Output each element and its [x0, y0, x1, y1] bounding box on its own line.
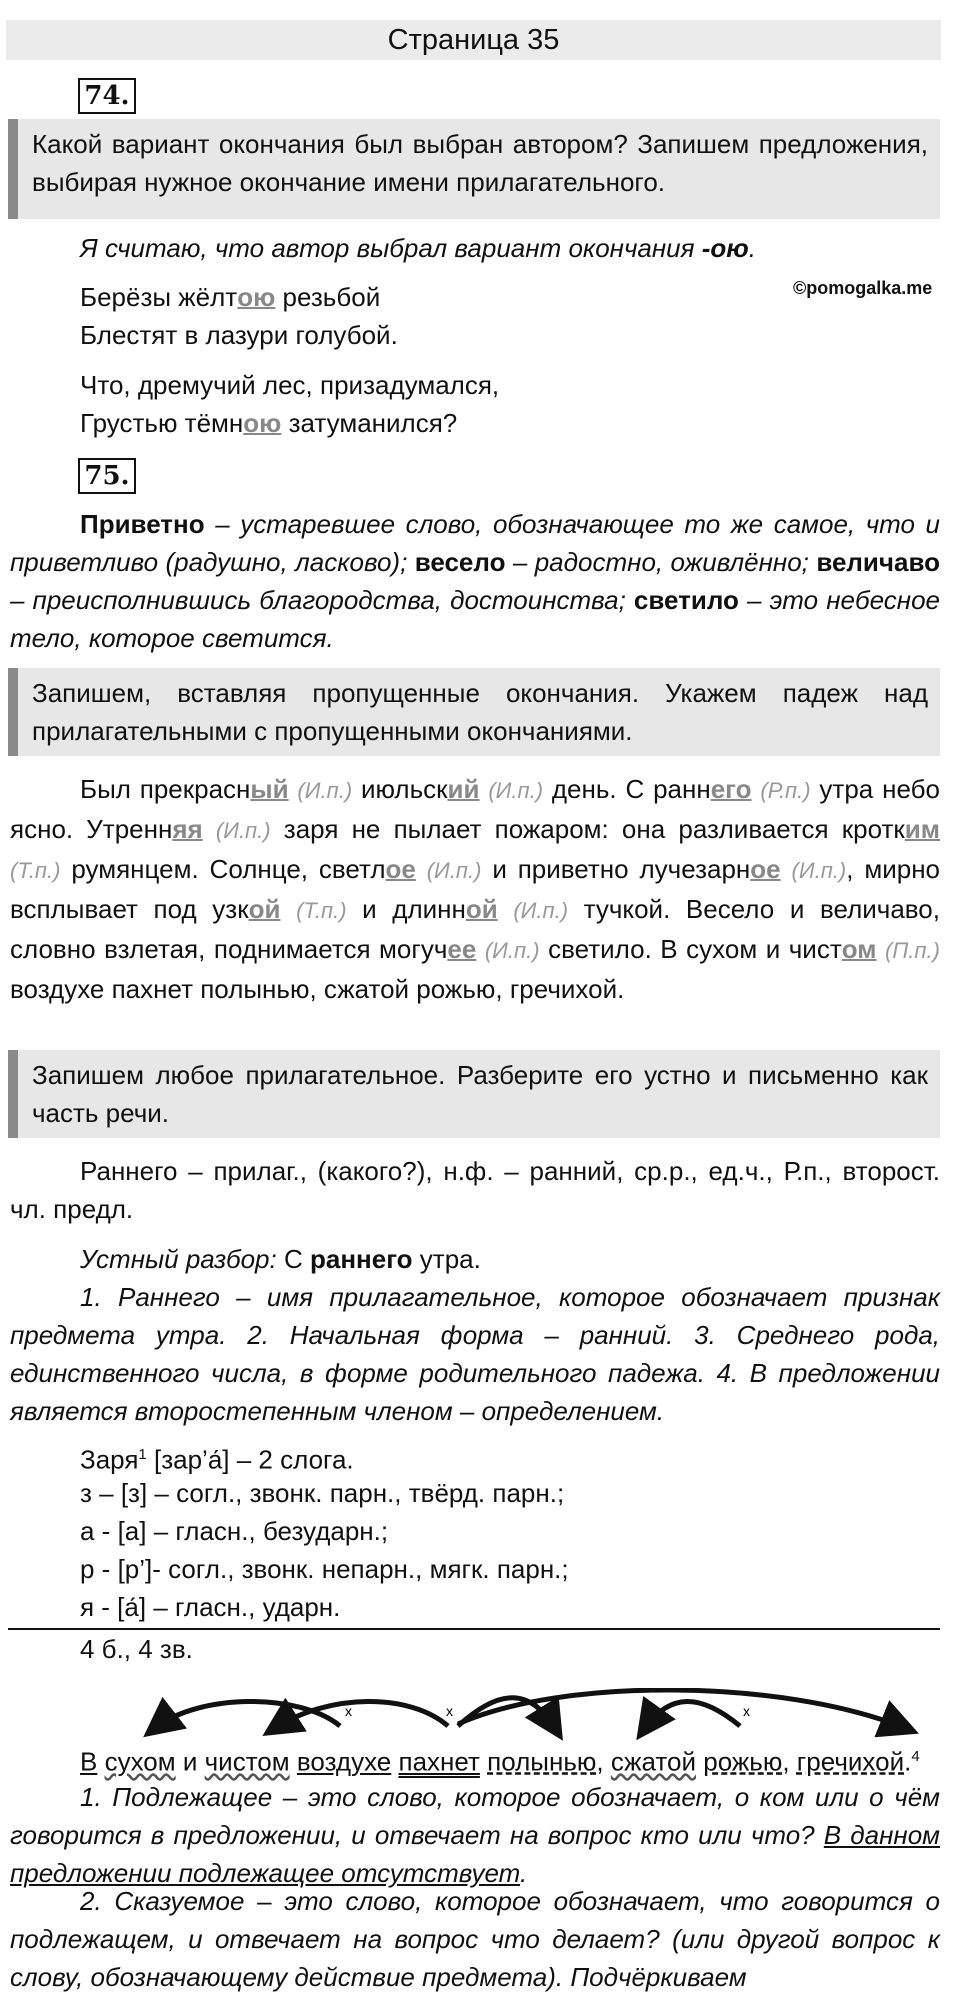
predicate-explanation: 2. Сказуемое – это слово, которое обозначает, что говорится о подлежащем, и отвечает на вопрос что делает? (или другой вопрос к слову, обозначающему действие предмета). Подчёркиваем	[10, 1886, 940, 1992]
exercise-number-74: 74.	[78, 78, 136, 114]
svg-text:x: x	[345, 1703, 352, 1719]
svg-text:x: x	[446, 1703, 453, 1719]
definitions-paragraph: Приветно – устаревшее слово, обозначающее то же самое, что и приветливо (радушно, ласково); весело – радостно, оживлённо; величаво – преисполнившись благородства, достоинства; светило – это небесное тело, которое светится.	[10, 509, 940, 653]
parsed-sentence: В сухом и чистом воздухе пахнет полынью, сжатой рожью, гречихой.$^4$	[80, 1746, 920, 1777]
svg-text:x: x	[743, 1703, 750, 1719]
text-with-endings: Был прекрасный (И.п.) июльский (И.п.) день. С раннего (Р.п.) утра небо ясно. Утренняя (И.п.) заря не пылает пожаром: она разливается кротким (Т.п.) румянцем. Солнце, светлое (И.п.) и приветно лучезарное (И.п.), мирно всплывает под узкой (Т.п.) и длинной (И.п.) тучкой. Весело и величаво, словно взлетая, поднимается могучее (И.п.) светило. В сухом и чистом (П.п.) воздухе пахнет полынью, сжатой рожью, гречихой.	[10, 774, 941, 1004]
morph-short: Раннего – прилаг., (какого?), н.ф. – ранний, ср.р., ед.ч., Р.п., второст. чл. предл.	[10, 1156, 940, 1224]
task-74: Какой вариант окончания был выбран автором? Запишем предложения, выбирая нужное окончание имени прилагательного.	[8, 119, 940, 219]
phonetic-line-4: я - [а́] – гласн., ударн.	[80, 1592, 341, 1622]
phonetic-title: Заря$^1$ [зар’а́] – 2 слога.	[80, 1444, 354, 1475]
task-75-analysis: Запишем любое прилагательное. Разберите его устно и письменно как часть речи.	[8, 1050, 940, 1138]
phonetic-line-2: а - [а] – гласн., безударн.;	[80, 1516, 389, 1546]
author-answer: Я считаю, что автор выбрал вариант окончания -ою.	[80, 233, 757, 263]
poem-line-4: Грустью тёмною затуманился?	[80, 408, 458, 438]
page-title: Страница 35	[6, 20, 941, 60]
poem-line-3: Что, дремучий лес, призадумался,	[80, 370, 500, 400]
poem-line-1: Берёзы жёлтою резьбой	[80, 282, 381, 312]
poem-line-2: Блестят в лазури голубой.	[80, 320, 398, 350]
subject-explanation: 1. Подлежащее – это слово, которое обозначает, о ком или о чём говорится в предложении, и отвечает на вопрос кто или что? В данном предложении подлежащее отсутствует.	[10, 1782, 940, 1888]
exercise-number-75: 75.	[78, 458, 136, 494]
phonetic-total: 4 б., 4 зв.	[80, 1634, 193, 1664]
task-75-insert: Запишем, вставляя пропущенные окончания. Укажем падеж над прилагательными с пропущенными окончаниями.	[8, 668, 940, 756]
phonetic-line-3: р - [р’]- согл., звонк. непарн., мягк. парн.;	[80, 1554, 569, 1584]
watermark: ©pomogalka.me	[793, 278, 933, 298]
oral-analysis-label: Устный разбор: С раннего утра.	[80, 1244, 481, 1274]
phonetic-line-1: з – [з] – согл., звонк. парн., твёрд. парн.;	[80, 1478, 565, 1508]
analysis-paragraph: 1. Раннего – имя прилагательное, которое обозначает признак предмета утра. 2. Начальная форма – ранний. 3. Среднего рода, единственного числа, в форме родительного падежа. 4. В предложении является второстепенным членом – определением.	[10, 1282, 940, 1426]
